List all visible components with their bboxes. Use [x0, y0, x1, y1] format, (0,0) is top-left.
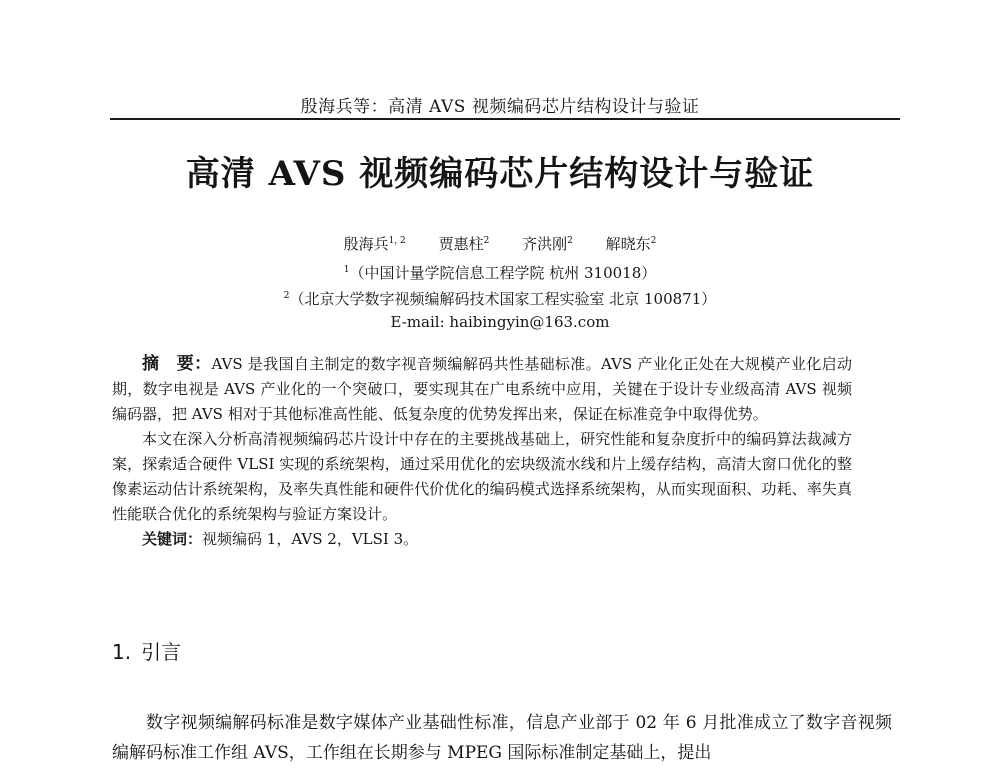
section-heading: [112, 636, 181, 665]
author: [522, 233, 573, 254]
author-affiliation-mark: 1, 2: [388, 236, 406, 246]
body-text: [112, 708, 892, 768]
section-number: 1.: [112, 640, 132, 664]
section-title: 引言: [141, 640, 182, 664]
abstract-label: 摘 要：: [142, 354, 212, 374]
abstract-text: AVS 是我国自主制定的数字视音频编解码共性基础标准。AVS 产业化正处在大规模产业化启动期，数字电视是 AVS 产业化的一个突破口，要实现其在广电系统中应用，关键在于设计专业级高清 AVS 视频编码器，把 AVS 相对于其他标准高性能、低复杂度的优势发挥出来，保证在标准竞争中取得优势。: [112, 355, 852, 423]
author-email: E-mail: haibingyin@163.com: [390, 313, 610, 331]
affiliation: [0, 288, 1000, 309]
author-affiliation-mark: 2: [650, 236, 657, 246]
header-rule: [110, 118, 900, 120]
keywords-label: 关键词：: [142, 530, 203, 548]
affiliation-text: （中国计量学院信息工程学院 杭州 310018）: [349, 264, 657, 282]
author-affiliation-mark: 2: [483, 236, 490, 246]
paper-title: 高清 AVS 视频编码芯片结构设计与验证: [185, 154, 815, 194]
keywords: [112, 527, 852, 552]
author: [439, 233, 490, 254]
affiliation-mark: 2: [283, 291, 290, 301]
author-name: 贾惠柱: [438, 235, 484, 253]
author-affiliation-mark: 2: [567, 236, 573, 246]
author-name: 齐洪刚: [522, 235, 568, 253]
abstract-paragraph: [112, 352, 852, 427]
author-name: 殷海兵: [343, 235, 389, 253]
affiliation: [0, 262, 1000, 283]
affiliation-mark: 1: [343, 265, 350, 275]
abstract: [112, 352, 852, 552]
abstract-paragraph: 本文在深入分析高清视频编码芯片设计中存在的主要挑战基础上，研究性能和复杂度折中的编码算法裁减方案，探索适合硬件 VLSI 实现的系统架构，通过采用优化的宏块级流水线和片上缓存结构，高清大窗口优化的整像素运动估计系统架构，及率失真性能和硬件代价优化的编码模式选择系统架构，从而实现面积、功耗、率失真性能联合优化的系统架构与验证方案设计。: [112, 430, 852, 523]
author-name: 解晓东: [605, 235, 651, 253]
keywords-text: 视频编码 1，AVS 2，VLSI 3。: [202, 530, 419, 548]
author: [344, 233, 406, 254]
author-list: [0, 233, 1000, 254]
running-head: 殷海兵等：高清 AVS 视频编码芯片结构设计与验证: [300, 97, 700, 117]
body-paragraph: 数字视频编解码标准是数字媒体产业基础性标准，信息产业部于 02 年 6 月批准成立了数字音视频编解码标准工作组 AVS，工作组在长期参与 MPEG 国际标准制定基础上，提出: [112, 713, 892, 763]
author: [606, 233, 657, 254]
affiliation-text: （北京大学数字视频编解码技术国家工程实验室 北京 100871）: [289, 290, 717, 308]
